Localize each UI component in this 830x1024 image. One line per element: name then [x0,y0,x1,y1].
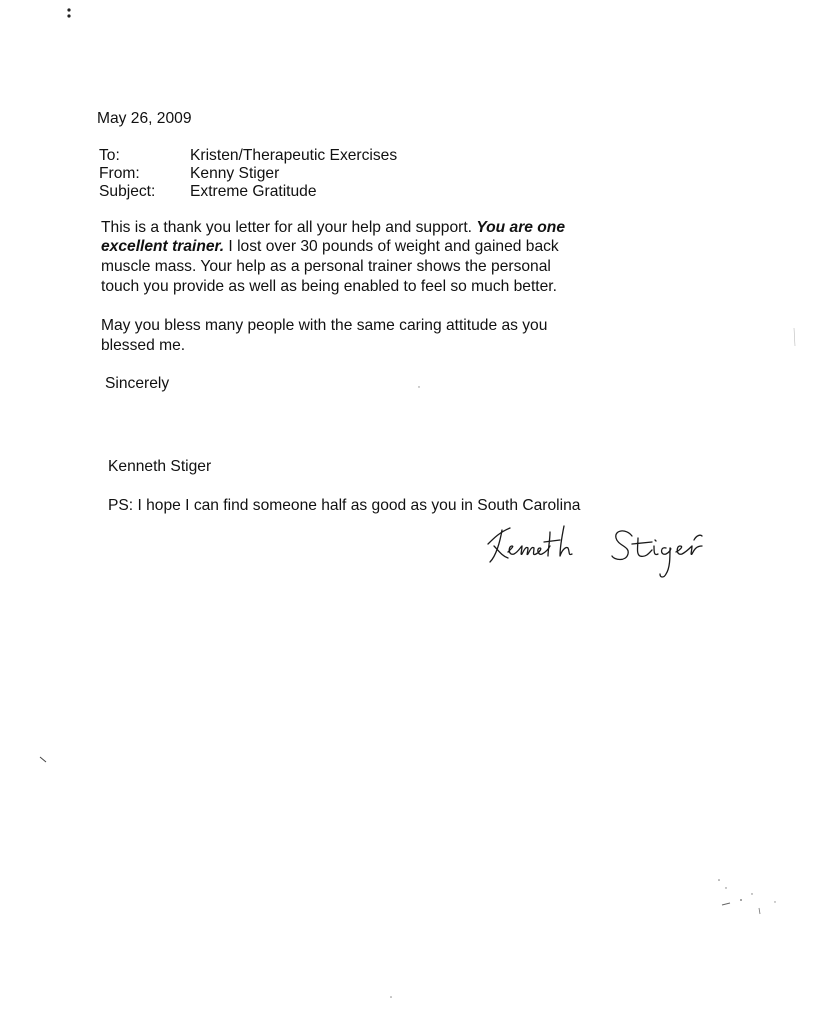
postscript: PS: I hope I can find someone half as good as you in South Carolina [108,497,581,514]
paragraph1-line1 [101,218,565,238]
from-label: From: [99,165,140,182]
paragraph1-line3: muscle mass. Your help as a personal trainer shows the personal [101,258,551,275]
paragraph1-emphasis-part2: excellent trainer. [101,238,225,255]
sender-name: Kenneth Stiger [108,458,212,475]
paragraph1-line2-text: I lost over 30 pounds of weight and gained back [224,238,559,255]
to-label: To: [99,147,120,164]
paragraph1-line2 [101,237,559,257]
to-value: Kristen/Therapeutic Exercises [190,147,398,164]
paragraph1-emphasis-part1: You are one [476,219,566,236]
subject-label: Subject: [99,183,156,200]
subject-value: Extreme Gratitude [190,183,317,200]
paragraph2-line2: blessed me. [101,337,186,354]
paragraph1-line1-text: This is a thank you letter for all your help and support. [101,219,477,236]
letter-date: May 26, 2009 [97,110,192,127]
from-value: Kenny Stiger [190,165,280,182]
closing: Sincerely [105,375,170,392]
paragraph2-line1: May you bless many people with the same caring attitude as you [101,317,548,334]
handwritten-signature [480,516,730,586]
paragraph1-line4: touch you provide as well as being enabled to feel so much better. [101,278,557,295]
